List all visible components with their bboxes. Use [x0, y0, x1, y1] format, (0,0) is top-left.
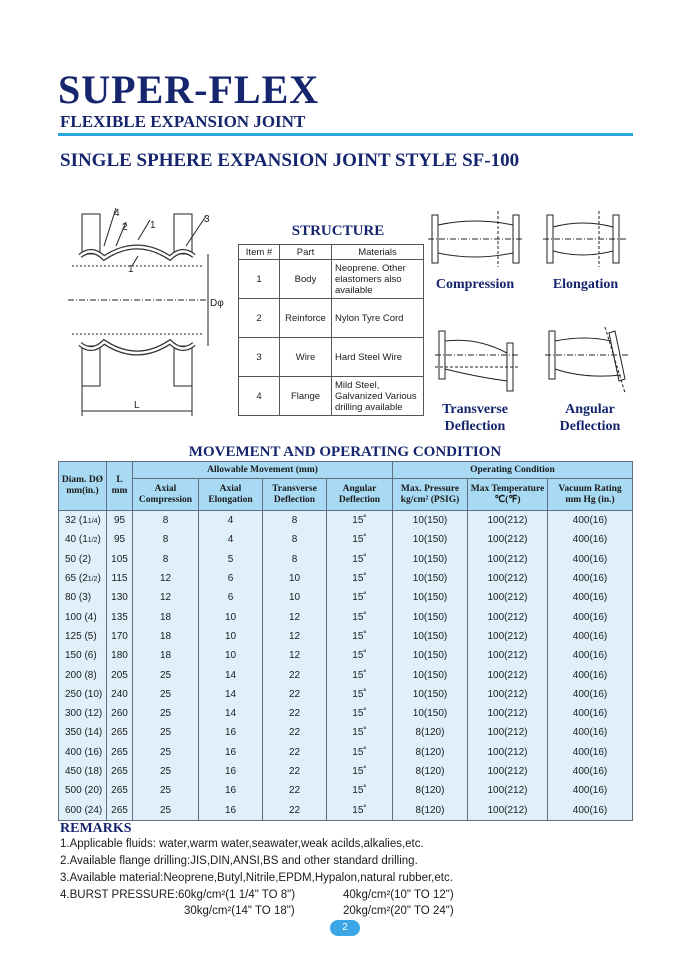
- cell-diam: 65 (21/2): [59, 569, 107, 588]
- cell-diam: 400 (16): [59, 743, 107, 762]
- compression-diagram: [428, 207, 523, 272]
- cell-axial-elongation: 6: [199, 588, 263, 607]
- cell-transverse: 10: [263, 569, 327, 588]
- compression-label: Compression: [435, 277, 515, 292]
- cell-pressure: 10(150): [393, 685, 468, 704]
- remark-line-5b: 20kg/cm²(20" TO 24"): [343, 905, 454, 917]
- cell-axial-elongation: 10: [199, 627, 263, 646]
- transverse-label: [425, 401, 525, 435]
- cell-length: 170: [107, 627, 133, 646]
- structure-materials: Nylon Tyre Cord: [332, 299, 424, 338]
- cell-diam: 150 (6): [59, 646, 107, 665]
- cell-axial-compression: 25: [133, 800, 199, 820]
- callout-4: 4: [114, 208, 120, 219]
- cell-axial-elongation: 16: [199, 781, 263, 800]
- transverse-deflection-diagram: [435, 327, 520, 397]
- cell-temperature: 100(212): [468, 607, 548, 626]
- table-row: [59, 743, 633, 762]
- cell-pressure: 10(150): [393, 511, 468, 531]
- structure-materials: Neoprene. Other elastomers also available: [332, 260, 424, 299]
- cell-temperature: 100(212): [468, 569, 548, 588]
- flange-bottom-right: [174, 346, 192, 386]
- cell-temperature: 100(212): [468, 530, 548, 549]
- cell-transverse: 22: [263, 762, 327, 781]
- cell-axial-elongation: 14: [199, 665, 263, 684]
- cell-axial-elongation: 4: [199, 530, 263, 549]
- cell-temperature: 100(212): [468, 743, 548, 762]
- cell-axial-compression: 12: [133, 569, 199, 588]
- table-row: [59, 627, 633, 646]
- cell-diam: 100 (4): [59, 607, 107, 626]
- cell-diam: 450 (18): [59, 762, 107, 781]
- cell-angular: 15˚: [327, 646, 393, 665]
- structure-row: [239, 338, 424, 377]
- remark-line-1: 1.Applicable fluids: water,warm water,seawater,weak acilds,alkalies,etc.: [60, 838, 424, 850]
- cell-axial-compression: 25: [133, 743, 199, 762]
- table-row: [59, 723, 633, 742]
- page-number: 2: [330, 920, 360, 936]
- header-divider: [58, 133, 633, 136]
- col-transverse-deflection: Transverse Deflection: [263, 479, 327, 511]
- cell-length: 240: [107, 685, 133, 704]
- cell-axial-compression: 25: [133, 762, 199, 781]
- angular-deflection-diagram: [545, 327, 630, 397]
- cell-axial-compression: 25: [133, 665, 199, 684]
- cell-diam: 125 (5): [59, 627, 107, 646]
- cell-transverse: 22: [263, 723, 327, 742]
- angular-label-line2: Deflection: [559, 419, 621, 434]
- cell-axial-compression: 25: [133, 723, 199, 742]
- cell-diam: 600 (24): [59, 800, 107, 820]
- cell-pressure: 10(150): [393, 607, 468, 626]
- cell-temperature: 100(212): [468, 762, 548, 781]
- cell-axial-compression: 25: [133, 685, 199, 704]
- cell-diam: 50 (2): [59, 550, 107, 569]
- cell-vacuum: 400(16): [548, 550, 633, 569]
- cell-vacuum: 400(16): [548, 588, 633, 607]
- cell-transverse: 8: [263, 550, 327, 569]
- cell-angular: 15˚: [327, 743, 393, 762]
- cell-axial-elongation: 10: [199, 646, 263, 665]
- structure-col-item: Item #: [239, 245, 280, 260]
- cell-angular: 15˚: [327, 550, 393, 569]
- table-row: [59, 781, 633, 800]
- cell-diam: 80 (3): [59, 588, 107, 607]
- structure-col-part: Part: [280, 245, 332, 260]
- cell-length: 130: [107, 588, 133, 607]
- cell-angular: 15˚: [327, 627, 393, 646]
- structure-col-materials: Materials: [332, 245, 424, 260]
- cell-pressure: 10(150): [393, 530, 468, 549]
- cell-axial-compression: 8: [133, 511, 199, 531]
- cell-vacuum: 400(16): [548, 627, 633, 646]
- structure-row: [239, 299, 424, 338]
- flange-top-right: [174, 214, 192, 254]
- structure-item: 2: [239, 299, 280, 338]
- cell-diam: 250 (10): [59, 685, 107, 704]
- cell-vacuum: 400(16): [548, 530, 633, 549]
- flange-bottom-left: [82, 346, 100, 386]
- cell-temperature: 100(212): [468, 588, 548, 607]
- table-row: [59, 762, 633, 781]
- transverse-label-line2: Deflection: [444, 419, 506, 434]
- structure-item: 1: [239, 260, 280, 299]
- movement-table-body: [59, 511, 633, 821]
- remark-line-2: 2.Available flange drilling:JIS,DIN,ANSI,BS and other standard drilling.: [60, 855, 418, 867]
- table-row: [59, 685, 633, 704]
- cell-angular: 15˚: [327, 530, 393, 549]
- cell-axial-elongation: 16: [199, 762, 263, 781]
- structure-part: Reinforce: [280, 299, 332, 338]
- cell-axial-compression: 18: [133, 646, 199, 665]
- cell-temperature: 100(212): [468, 550, 548, 569]
- cell-axial-elongation: 16: [199, 743, 263, 762]
- group-allowable-movement: Allowable Movement (mm): [133, 462, 393, 479]
- remark-line-3: 3.Available material:Neoprene,Butyl,Nitrile,EPDM,Hypalon,natural rubber,etc.: [60, 872, 453, 884]
- cell-axial-elongation: 5: [199, 550, 263, 569]
- cell-transverse: 22: [263, 685, 327, 704]
- cell-pressure: 8(120): [393, 723, 468, 742]
- movement-header-group-row: [59, 462, 633, 479]
- cell-axial-compression: 8: [133, 530, 199, 549]
- cell-pressure: 10(150): [393, 588, 468, 607]
- cell-diam: 350 (14): [59, 723, 107, 742]
- cell-angular: 15˚: [327, 704, 393, 723]
- cell-temperature: 100(212): [468, 800, 548, 820]
- cell-temperature: 100(212): [468, 704, 548, 723]
- col-max-temperature: Max Temperature ℃(℉): [468, 479, 548, 511]
- cell-axial-elongation: 10: [199, 607, 263, 626]
- table-row: [59, 665, 633, 684]
- structure-item: 4: [239, 377, 280, 416]
- structure-title: STRUCTURE: [291, 223, 385, 239]
- cell-temperature: 100(212): [468, 627, 548, 646]
- cell-length: 115: [107, 569, 133, 588]
- cell-axial-compression: 25: [133, 781, 199, 800]
- elongation-label: Elongation: [552, 277, 619, 292]
- cell-length: 265: [107, 762, 133, 781]
- elongation-diagram: [543, 207, 628, 272]
- callout-1-inner: 1: [128, 264, 134, 275]
- cell-diam: 40 (11/2): [59, 530, 107, 549]
- brand-title: SUPER-FLEX: [58, 67, 320, 112]
- table-row: [59, 704, 633, 723]
- cell-temperature: 100(212): [468, 685, 548, 704]
- structure-materials: Hard Steel Wire: [332, 338, 424, 377]
- remark-line-4b: 40kg/cm²(10" TO 12"): [343, 889, 454, 901]
- cell-pressure: 8(120): [393, 762, 468, 781]
- col-max-pressure: Max. Pressure kg/cm² (PSIG): [393, 479, 468, 511]
- cell-length: 260: [107, 704, 133, 723]
- structure-part: Flange: [280, 377, 332, 416]
- movement-title: MOVEMENT AND OPERATING CONDITION: [188, 444, 502, 460]
- cell-angular: 15˚: [327, 723, 393, 742]
- structure-part: Wire: [280, 338, 332, 377]
- cell-vacuum: 400(16): [548, 646, 633, 665]
- table-row: [59, 511, 633, 531]
- cell-pressure: 8(120): [393, 743, 468, 762]
- remarks-title: REMARKS: [60, 821, 132, 836]
- cell-vacuum: 400(16): [548, 569, 633, 588]
- cell-length: 180: [107, 646, 133, 665]
- structure-row: [239, 377, 424, 416]
- cell-axial-compression: 25: [133, 704, 199, 723]
- page-heading: SINGLE SPHERE EXPANSION JOINT STYLE SF-100: [60, 150, 520, 171]
- cell-axial-elongation: 14: [199, 685, 263, 704]
- structure-item: 3: [239, 338, 280, 377]
- cell-angular: 15˚: [327, 665, 393, 684]
- cell-diam: 300 (12): [59, 704, 107, 723]
- table-row: [59, 530, 633, 549]
- cell-angular: 15˚: [327, 685, 393, 704]
- cell-vacuum: 400(16): [548, 723, 633, 742]
- cell-length: 95: [107, 511, 133, 531]
- cell-angular: 15˚: [327, 800, 393, 820]
- cell-length: 265: [107, 800, 133, 820]
- cell-angular: 15˚: [327, 511, 393, 531]
- cell-temperature: 100(212): [468, 511, 548, 531]
- dimension-l-label: L: [134, 400, 140, 411]
- angular-label-line1: Angular: [565, 402, 615, 417]
- col-vacuum-rating: Vacuum Rating mm Hg (in.): [548, 479, 633, 511]
- cell-axial-compression: 12: [133, 588, 199, 607]
- cell-transverse: 8: [263, 530, 327, 549]
- cell-angular: 15˚: [327, 569, 393, 588]
- cell-pressure: 10(150): [393, 646, 468, 665]
- cell-transverse: 12: [263, 646, 327, 665]
- cell-length: 105: [107, 550, 133, 569]
- cell-length: 135: [107, 607, 133, 626]
- cell-vacuum: 400(16): [548, 743, 633, 762]
- cell-pressure: 8(120): [393, 781, 468, 800]
- transverse-label-line1: Transverse: [442, 402, 508, 417]
- movement-table: [58, 461, 633, 821]
- cell-transverse: 22: [263, 800, 327, 820]
- cell-temperature: 100(212): [468, 723, 548, 742]
- structure-table: [238, 244, 424, 416]
- cell-vacuum: 400(16): [548, 607, 633, 626]
- table-row: [59, 588, 633, 607]
- remark-line-5a: 30kg/cm²(14" TO 18"): [184, 905, 295, 917]
- cell-length: 265: [107, 781, 133, 800]
- table-row: [59, 607, 633, 626]
- cell-length: 265: [107, 743, 133, 762]
- callout-2: 2: [122, 222, 128, 233]
- cell-pressure: 8(120): [393, 800, 468, 820]
- cell-length: 265: [107, 723, 133, 742]
- cell-transverse: 22: [263, 665, 327, 684]
- table-row: [59, 569, 633, 588]
- cell-temperature: 100(212): [468, 665, 548, 684]
- cell-vacuum: 400(16): [548, 511, 633, 531]
- structure-header-row: [239, 245, 424, 260]
- cell-axial-elongation: 6: [199, 569, 263, 588]
- cell-pressure: 10(150): [393, 627, 468, 646]
- cell-transverse: 22: [263, 743, 327, 762]
- cell-transverse: 8: [263, 511, 327, 531]
- cell-axial-compression: 18: [133, 607, 199, 626]
- cell-angular: 15˚: [327, 762, 393, 781]
- cell-temperature: 100(212): [468, 781, 548, 800]
- cell-angular: 15˚: [327, 588, 393, 607]
- col-diam: Diam. DØ mm(in.): [59, 462, 107, 511]
- brand-subtitle: FLEXIBLE EXPANSION JOINT: [60, 112, 306, 131]
- cell-axial-elongation: 4: [199, 511, 263, 531]
- table-row: [59, 550, 633, 569]
- group-operating-condition: Operating Condition: [393, 462, 633, 479]
- structure-part: Body: [280, 260, 332, 299]
- dimension-d-label: Dφ: [210, 298, 224, 309]
- cell-vacuum: 400(16): [548, 665, 633, 684]
- cell-vacuum: 400(16): [548, 762, 633, 781]
- cell-angular: 15˚: [327, 781, 393, 800]
- remark-line-4a: 4.BURST PRESSURE:60kg/cm²(1 1/4" TO 8"): [60, 889, 296, 901]
- structure-materials: Mild Steel, Galvanized Various drilling available: [332, 377, 424, 416]
- cell-pressure: 10(150): [393, 550, 468, 569]
- cell-temperature: 100(212): [468, 646, 548, 665]
- col-axial-compression: Axial Compression: [133, 479, 199, 511]
- cell-length: 205: [107, 665, 133, 684]
- cell-transverse: 22: [263, 781, 327, 800]
- cell-axial-elongation: 16: [199, 723, 263, 742]
- joint-cross-section-drawing: [58, 206, 238, 421]
- table-row: [59, 800, 633, 820]
- structure-row: [239, 260, 424, 299]
- cell-diam: 32 (11/4): [59, 511, 107, 531]
- cell-angular: 15˚: [327, 607, 393, 626]
- table-row: [59, 646, 633, 665]
- cell-vacuum: 400(16): [548, 704, 633, 723]
- cell-pressure: 10(150): [393, 665, 468, 684]
- callout-3: 3: [204, 214, 210, 225]
- cell-transverse: 12: [263, 627, 327, 646]
- col-axial-elongation: Axial Elongation: [199, 479, 263, 511]
- cell-vacuum: 400(16): [548, 685, 633, 704]
- cell-length: 95: [107, 530, 133, 549]
- cell-diam: 500 (20): [59, 781, 107, 800]
- cell-axial-elongation: 16: [199, 800, 263, 820]
- cell-vacuum: 400(16): [548, 800, 633, 820]
- cell-pressure: 10(150): [393, 704, 468, 723]
- cell-transverse: 22: [263, 704, 327, 723]
- flange-top-left: [82, 214, 100, 254]
- cell-transverse: 10: [263, 588, 327, 607]
- cell-diam: 200 (8): [59, 665, 107, 684]
- cell-axial-compression: 8: [133, 550, 199, 569]
- angular-label: [540, 401, 640, 435]
- col-length: L mm: [107, 462, 133, 511]
- cell-transverse: 12: [263, 607, 327, 626]
- cell-axial-compression: 18: [133, 627, 199, 646]
- cell-pressure: 10(150): [393, 569, 468, 588]
- movement-header-row: [59, 479, 633, 511]
- callout-1: 1: [150, 220, 156, 231]
- cell-axial-elongation: 14: [199, 704, 263, 723]
- cell-vacuum: 400(16): [548, 781, 633, 800]
- col-angular-deflection: Angular Deflection: [327, 479, 393, 511]
